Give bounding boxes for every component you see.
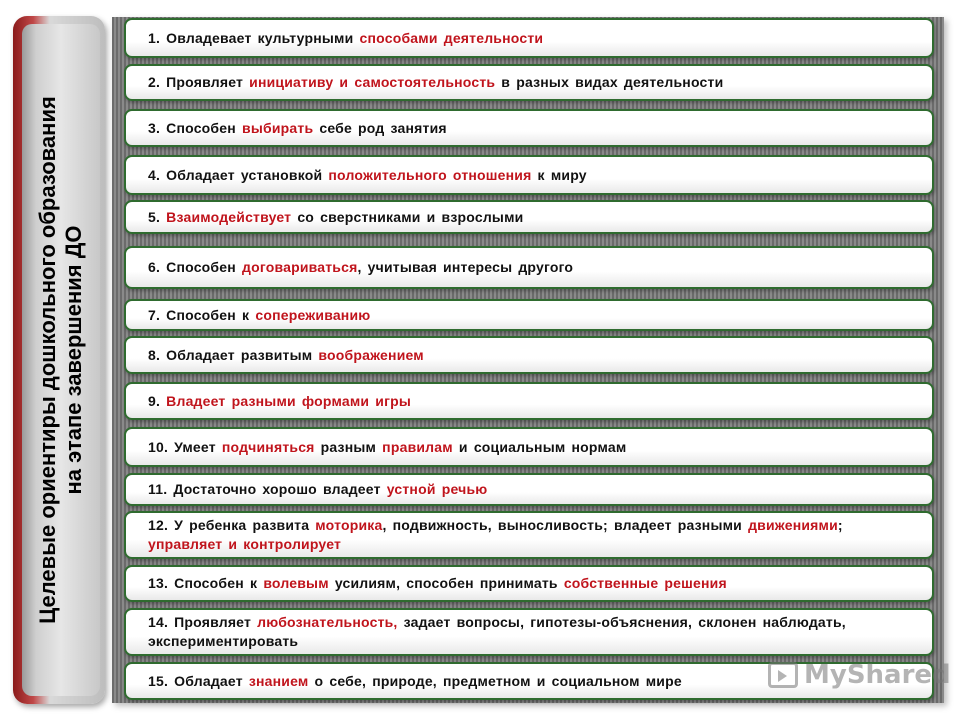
item-highlight: подчиняться xyxy=(221,438,315,455)
item-text xyxy=(148,392,411,411)
list-item xyxy=(124,109,934,147)
item-text-part: , подвижность, выносливость; владеет разными xyxy=(382,517,749,533)
watermark-text: MyShared xyxy=(804,660,951,690)
item-text-part: 6. Способен xyxy=(148,259,243,275)
list-item xyxy=(124,200,934,234)
item-highlight: управляет и контролирует xyxy=(148,536,342,552)
item-text-part: 10. Умеет xyxy=(148,438,222,455)
item-highlight: любознательность, xyxy=(257,614,398,630)
item-highlight: устной речью xyxy=(386,481,488,497)
item-text-part: 8. Обладает развитым xyxy=(148,346,319,363)
side-title xyxy=(35,40,87,680)
list-item xyxy=(124,427,934,467)
item-highlight: Владеет разными формами игры xyxy=(166,392,412,409)
item-text xyxy=(148,119,447,138)
item-text xyxy=(148,516,910,554)
item-text xyxy=(148,480,487,499)
list-item xyxy=(124,565,934,602)
list-item xyxy=(124,299,934,331)
item-text xyxy=(148,346,424,365)
list-item xyxy=(124,511,934,559)
list-item xyxy=(124,64,934,101)
item-highlight: правилам xyxy=(382,438,453,455)
item-highlight: способами деятельности xyxy=(359,29,544,46)
list-item xyxy=(124,18,934,58)
item-text-part: 14. Проявляет xyxy=(148,614,258,630)
item-text xyxy=(148,574,727,593)
item-text xyxy=(148,258,573,277)
item-text-part: разным xyxy=(314,438,383,455)
item-highlight: знанием xyxy=(248,672,309,689)
list-item xyxy=(124,246,934,289)
item-text-part: 5. xyxy=(148,208,167,225)
item-text-part: 9. xyxy=(148,392,167,409)
item-text-part: 13. Способен к xyxy=(148,575,264,591)
item-text xyxy=(148,166,587,185)
item-text-part: и социальным нормам xyxy=(452,438,627,455)
item-text xyxy=(148,208,523,227)
item-text-part: 3. Способен xyxy=(148,119,243,136)
item-highlight: воображением xyxy=(318,346,424,363)
list-item xyxy=(124,155,934,195)
item-text-part: к миру xyxy=(531,166,587,183)
item-text-part: себе род занятия xyxy=(313,119,447,136)
item-text-part: 15. Обладает xyxy=(148,672,249,689)
item-text xyxy=(148,306,370,325)
watermark xyxy=(768,657,951,693)
item-text-part: 1. Овладевает культурными xyxy=(148,29,360,46)
item-highlight: собственные решения xyxy=(563,575,727,591)
item-text-part: 2. Проявляет xyxy=(148,74,250,90)
item-text-part: задает вопросы, гипотезы-объяснения, склонен наблюдать, экспериментировать xyxy=(148,614,846,649)
side-title-line1: Целевые ориентиры дошкольного образования xyxy=(35,96,60,624)
item-highlight: сопереживанию xyxy=(255,306,371,323)
item-highlight: положительного отношения xyxy=(328,166,532,183)
list-item xyxy=(124,473,934,506)
play-icon xyxy=(768,662,798,688)
item-text-part: в разных видах деятельности xyxy=(495,74,724,90)
side-title-line2: на этапе завершения ДО xyxy=(61,225,86,495)
item-text-part: ; xyxy=(837,517,843,533)
item-highlight: инициативу и самостоятельность xyxy=(249,74,496,90)
item-text xyxy=(148,73,723,92)
item-text-part: 12. У ребенка развита xyxy=(148,517,316,533)
list-item xyxy=(124,336,934,374)
item-highlight: договариваться xyxy=(242,259,358,275)
list-item xyxy=(124,382,934,420)
item-text-part: 4. Обладает установкой xyxy=(148,166,329,183)
item-text-part: о себе, природе, предметном и социальном мире xyxy=(308,672,682,689)
item-highlight: Взаимодействует xyxy=(166,208,292,225)
item-highlight: движениями xyxy=(748,517,838,533)
item-text-part: усилиям, способен принимать xyxy=(328,575,564,591)
item-text xyxy=(148,613,910,651)
item-text-part: 7. Способен к xyxy=(148,306,256,323)
item-text xyxy=(148,672,682,691)
item-highlight: выбирать xyxy=(242,119,314,136)
item-text-part: , учитывая интересы другого xyxy=(357,259,574,275)
item-text xyxy=(148,29,543,48)
item-text xyxy=(148,438,626,457)
list-item xyxy=(124,608,934,656)
item-text-part: 11. Достаточно хорошо владеет xyxy=(148,481,387,497)
item-highlight: моторика xyxy=(315,517,383,533)
item-highlight: волевым xyxy=(263,575,329,591)
item-text-part: со сверстниками и взрослыми xyxy=(291,208,524,225)
